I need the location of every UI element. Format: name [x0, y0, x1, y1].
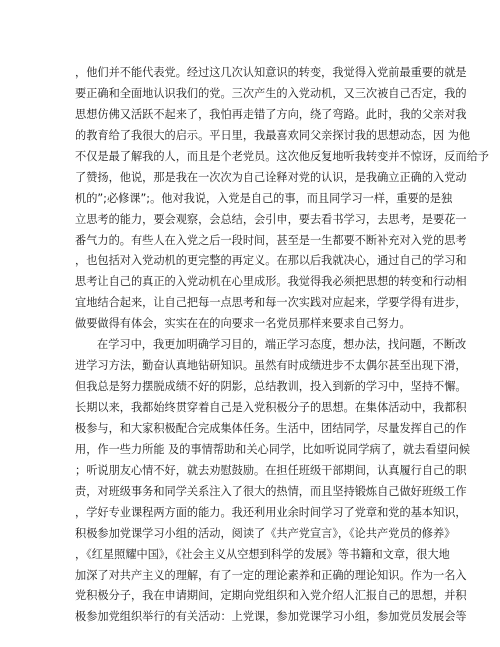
text-line: 要正确和全面地认识我们的党。三次产生的入党动机，又三次被自己否定，我的: [75, 86, 467, 100]
paragraph-start-line: 在学习中，我更加明确学习目的，端正学习态度，想办法，找问题，不断改: [97, 338, 467, 352]
text-line: 的教育给了我很大的启示。平日里，我最喜欢同父亲探讨我的思想动态，因 为他: [75, 128, 471, 142]
text-line: 极参与，和大家积极配合完成集体任务。生活中，团结同学，尽量发挥自己的作: [75, 421, 467, 435]
text-line: 积极参加党课学习小组的活动，阅读了《共产党宣言》，《论共产党员的修养》: [75, 526, 456, 540]
document-body: [75, 63, 489, 628]
text-line: ，学好专业课程两方面的能力。我还利用业余时间学习了党章和党的基本知识，: [75, 505, 467, 519]
text-line: 番气力的。有些人在入党之后一段时间，甚至是一生都要不断补充对入党的思考: [75, 233, 467, 247]
text-line: 了赞扬，他说，那是我在一次次为自己诠释对党的认识，是我确立正确的入党动: [75, 170, 467, 184]
text-line: 立思考的能力，要会观察，会总结，会引申，要去看书学习，去思考，是要花一: [75, 212, 467, 226]
text-line: 不仅是最了解我的人，而且是个老党员。这次他反复地听我转变并不惊讶，反而给予: [75, 149, 489, 163]
text-line: 宜地结合起来，让自己把每一点思考和每一次实践对应起来，学要学得有进步，: [75, 296, 467, 310]
text-line: ，也包括对入党动机的更完整的再定义。在那以后我就决心，通过自己的学习和: [75, 254, 467, 268]
text-line: 党积极分子，我在申请期间，定期向党组织和入党介绍人汇报自己的思想，并积: [75, 589, 467, 603]
text-line: 用，作一些力所能 及的事情帮助和关心同学，比如听说同学病了，就去看望问候: [75, 442, 471, 456]
text-line: 进学习方法，勤奋认真地钻研知识。虽然有时成绩进步不太偶尔甚至出现下滑，: [75, 359, 467, 373]
text-line: ，他们并不能代表党。经过这几次认知意识的转变，我觉得入党前最重要的就是: [75, 66, 467, 79]
text-line: 思考让自己的真正的入党动机在心里成形。我觉得我必须把思想的转变和行动相: [75, 275, 467, 289]
text-line: 机的”;必修课”;。他对我说，入党是自己的事，而且同学习一样，重要的是独: [75, 191, 453, 205]
text-line: ，《红星照耀中国》，《社会主义从空想到科学的发展》等书籍和文章，很大地: [75, 547, 450, 561]
text-line: 长期以来，我都始终贯穿着自己是入党积极分子的思想。在集体活动中，我都积: [75, 401, 467, 414]
paragraph-end-line: 做要做得有体会，实实在在的向要求一名党员那样来要求自己努力。: [75, 317, 411, 331]
text-line: 加深了对共产主义的理解，有了一定的理论素养和正确的理论知识。作为一名入: [75, 568, 467, 582]
text-line: ；听说朋友心情不好，就去劝慰鼓励。在担任班级干部期间，认真履行自己的职: [75, 463, 467, 477]
text-line: 但我总是努力摆脱成绩不好的阴影，总结教训，投入到新的学习中，坚持不懈。: [75, 380, 467, 394]
text-line: 极参加党组织举行的有关活动：上党课，参加党课学习小组，参加党员发展会等: [75, 610, 467, 624]
text-line: 思想仿佛又活跃不起来了，我怕再走错了方向，绕了弯路。此时，我的父亲对我: [75, 107, 467, 121]
text-line: 责，对班级事务和同学关系注入了很大的热情，而且坚持锻炼自己做好班级工作: [75, 484, 467, 498]
